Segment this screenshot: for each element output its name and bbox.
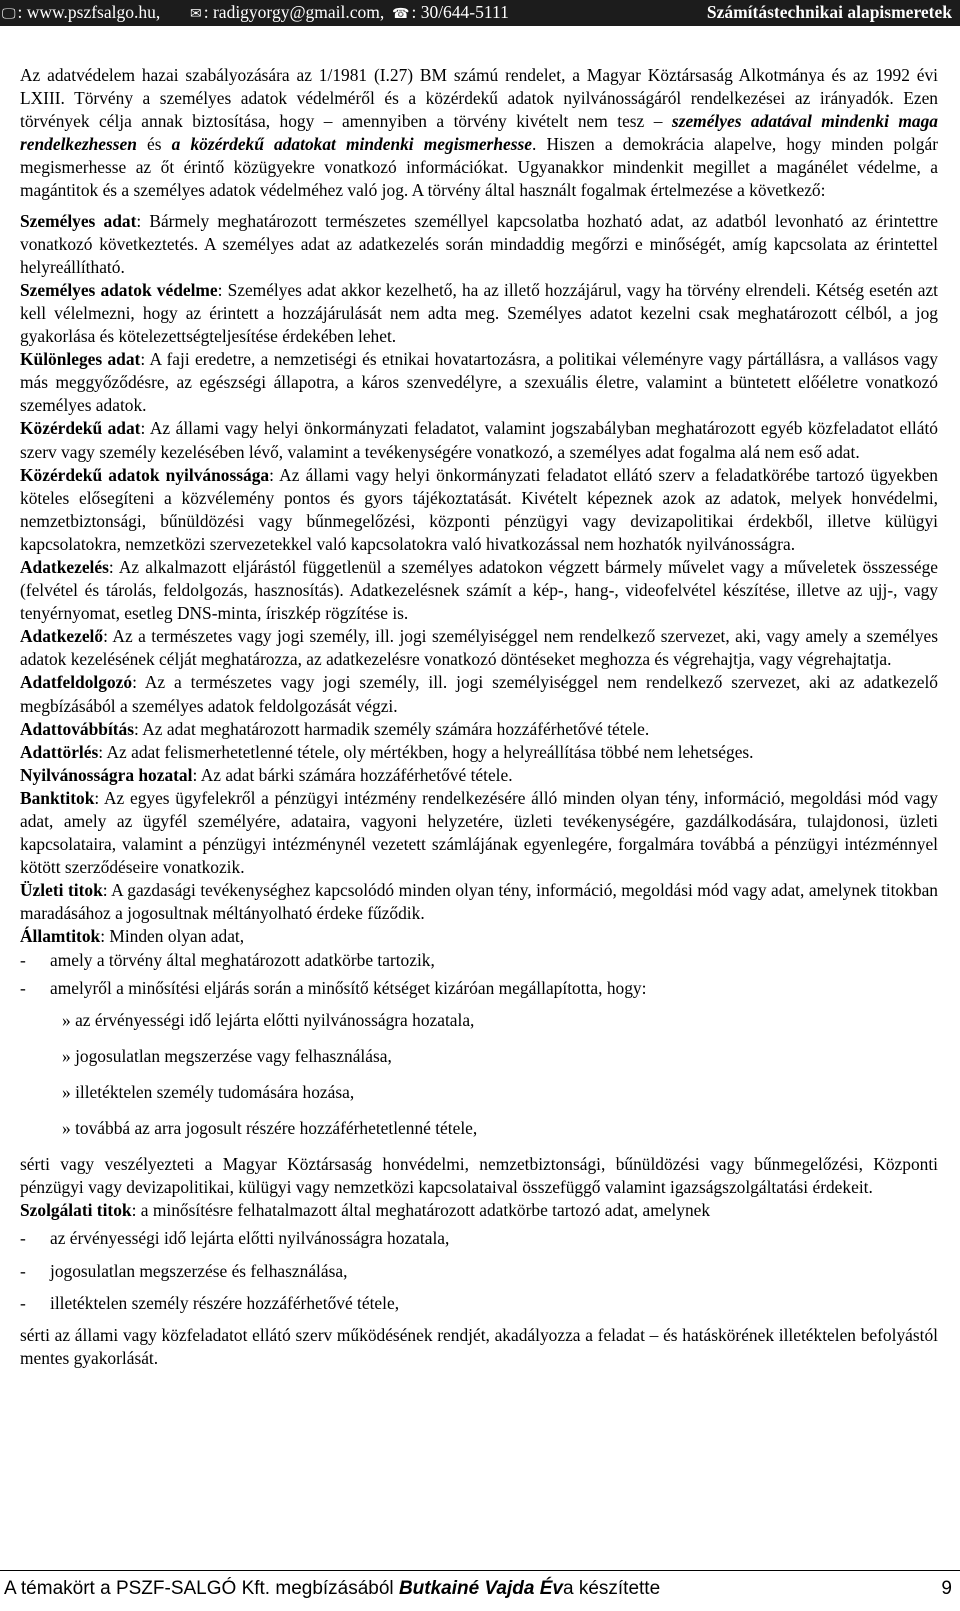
footer-rule	[0, 1570, 960, 1571]
definition-szolgalati-titok	[20, 1199, 938, 1222]
list-item-text: illetéktelen személy részére hozzáférhetővé tétele,	[50, 1292, 400, 1313]
web-label: : www.pszfsalgo.hu,	[17, 2, 161, 22]
dash-mark: -	[20, 1260, 26, 1281]
definition-text: : Személyes adat akkor kezelhető, ha az illető hozzájárul, vagy ha törvény elrendeli. Kétség esetén azt kell vélelmezni, hogy az érintett a hozzájárulását nem adta meg. Személyes adatot kezelni csak meghatározott célból, a jog gyakorlása és kötelezettségteljesítése érdekében lehet.	[20, 279, 938, 347]
sub-list-item	[20, 1009, 938, 1032]
definition-text: : A faji eredetre, a nemzetiségi és etnikai hovatartozásra, a politikai véleményre vagy pártállásra, a vallásos vagy más meggyőződésre, az egészségi állapotra, a káros szenvedélyre, a szexuális életre, valamint a büntetett előéletre vonatkozó személyes adatok.	[20, 349, 938, 416]
mail-icon: ✉	[190, 6, 202, 22]
definition-term: Személyes adat	[20, 210, 137, 231]
phone-icon: ☎	[392, 6, 410, 22]
state-secret-closing: sérti vagy veszélyezteti a Magyar Köztársaság honvédelmi, nemzetbiztonsági, bűnüldözési vagy bűnmegelőzési, Központi pénzügyi vagy devizapolitikai, külügyi vagy nemzetközi kapcsolataival összefüggő valamint igazságszolgáltatási érdekeit.	[20, 1154, 938, 1198]
definition-text: : Az adat felismerhetetlenné tétele, oly mértékben, hogy a helyreállítása többé nem lehetséges.	[98, 741, 754, 762]
definition-text: : Az állami vagy helyi önkormányzati feladatot ellátó szerv a feladatkörébe tartozó ügyekben köteles elősegíteni a közvélemény pontos és gyors tájékoztatását. Kivételt képeznek azok az adatok, melyek honvédelmi, nemzetbiztonsági, bűnüldözési vagy bűnmegelőzési, központi pénzügyi vagy devizapolitikai érdekből, illetve külügyi kapcsolatokra, nemzetközi szervezetekkel való kapcsolatokra való hivatkozással nem hozhatók nyilvánosságra.	[20, 464, 938, 554]
definition-item	[20, 279, 938, 348]
definition-term: Adattörlés	[20, 741, 99, 762]
definition-term: Adattovábbítás	[20, 718, 135, 739]
dash-mark: -	[20, 1228, 26, 1249]
sub-list-item-text: továbbá az arra jogosult részére hozzáférhetetlenné tétele,	[75, 1118, 478, 1139]
definition-item	[20, 671, 938, 717]
intro-emphasis-2: a közérdekű adatokat mindenki megismerhesse	[171, 134, 532, 155]
intro-paragraph	[20, 64, 938, 203]
intro-emphasis-1: személyes adatával mindenki maga rendelkezhessen	[20, 111, 938, 155]
sub-list-item-text: az érvényességi idő lejárta előtti nyilvánosságra hozatala,	[75, 1009, 475, 1030]
intro-text-3: . Hiszen a demokrácia alapelve, hogy minden polgár megismerhesse az őt érintő közügyekre vonatkozó információkat. Ugyanakkor mindenkit megillet a magánélet védelme, a magántitok és a személyes adatok védelméhez való jog. A törvény által használt fogalmak értelmezése a következő:	[20, 134, 938, 201]
definition-text: : Az adat bárki számára hozzáférhetővé tétele.	[192, 764, 513, 785]
definition-term: Adatkezelő	[20, 626, 104, 647]
definition-term: Üzleti titok	[20, 880, 103, 901]
definition-item	[20, 764, 938, 787]
definition-text: : a minősítésre felhatalmazott által meghatározott adatkörbe tartozó adat, amelynek	[131, 1200, 711, 1221]
list-item-text: amely a törvény által meghatározott adatkörbe tartozik,	[50, 949, 435, 970]
definition-term: Banktitok	[20, 787, 95, 808]
sub-list	[20, 1009, 938, 1140]
definition-term: Adatkezelés	[20, 556, 109, 577]
list-item	[20, 977, 938, 1000]
definition-term: Adatfeldolgozó	[20, 672, 133, 693]
document-body	[20, 64, 938, 1370]
sub-list-item	[20, 1045, 938, 1068]
service-secret-closing: sérti az állami vagy közfeladatot ellátó szerv működésének rendjét, akadályozza a feladat – és hatáskörének illetéktelen befolyástól mentes gyakorlását.	[20, 1324, 938, 1368]
definition-item	[20, 718, 938, 741]
definition-item	[20, 556, 938, 625]
definition-text: : Az egyes ügyfelekről a pénzügyi intézmény rendelkezésére álló minden olyan tény, információ, megoldási mód vagy adat, amely az ügyfél személyére, adataira, vagyoni helyzetére, üzleti tevékenységére, gazdálkodására, tulajdonosi, üzleti kapcsolataira, valamint a pénzügyi intézménynél vezetett számlájának egyenlegére, forgalmára továbbá a pénzügyi intézménnyel kötött szerződéseire vonatkozik.	[20, 787, 938, 878]
definition-text: : A gazdasági tevékenységhez kapcsolódó minden olyan tény, információ, megoldási mód vagy adat, amelynek titokban maradásához a jogosultnak méltányolható érdeke fűződik.	[20, 880, 938, 924]
list-item	[20, 949, 938, 972]
definition-item	[20, 348, 938, 417]
sub-list-item	[20, 1117, 938, 1140]
document-title: Számítástechnikai alapismeretek	[706, 2, 952, 22]
definition-term: Szolgálati titok	[20, 1200, 132, 1221]
bullet-mark: »	[62, 1081, 71, 1102]
phone-link[interactable]	[392, 0, 509, 26]
page-number: 9	[941, 1578, 952, 1599]
list-item	[20, 1260, 938, 1283]
web-link[interactable]	[2, 0, 160, 26]
definition-text: : Az a természetes vagy jogi személy, ill. jogi személyiséggel nem rendelkező szervezet, aki az adatkezelő megbízásából a személyes adatok feldolgozását végzi.	[20, 672, 938, 716]
definition-allamtitok	[20, 925, 938, 948]
footer-credit-end: a készítette	[562, 1578, 661, 1599]
definition-text: : Az adat meghatározott harmadik személy számára hozzáférhetővé tétele.	[134, 718, 650, 739]
page-footer	[4, 1577, 952, 1601]
definition-item	[20, 417, 938, 463]
list-item-text: jogosulatlan megszerzése és felhasználása,	[50, 1260, 348, 1281]
definition-text: : Minden olyan adat,	[100, 926, 245, 947]
definition-item	[20, 741, 938, 764]
definition-item	[20, 879, 938, 925]
service-secret-list	[20, 1227, 938, 1314]
mail-label: : radigyorgy@gmail.com,	[203, 2, 385, 22]
bullet-mark: »	[62, 1009, 71, 1030]
definition-item	[20, 210, 938, 279]
definition-item	[20, 787, 938, 879]
bullet-mark: »	[62, 1045, 71, 1066]
list-item	[20, 1227, 938, 1250]
definition-item	[20, 464, 938, 556]
definition-term: Közérdekű adat	[20, 418, 141, 439]
sub-list-item-text: jogosulatlan megszerzése vagy felhasználása,	[75, 1045, 392, 1066]
phone-label: : 30/644-5111	[411, 2, 509, 22]
list-item-text: az érvényességi idő lejárta előtti nyilvánosságra hozatala,	[50, 1228, 450, 1249]
intro-text: Az adatvédelem hazai szabályozására az 1/1981 (I.27) BM számú rendelet, a Magyar Köztársaság Alkotmánya és az 1992 évi LXIII. Törvény a személyes adatok védelméről és a közérdekű adatok nyilvánosságáról rendelkezései az irányadók. Ezen törvények célja annak biztosítása, hogy – amennyiben a törvény kivételt nem tesz –	[20, 65, 938, 132]
definition-text: : Az alkalmazott eljárástól függetlenül a személyes adatokon végzett bármely művelet vagy a műveletek összessége (felvétel és tárolás, feldolgozás, hasznosítás). Adatkezelésnek számít a kép-, hang-, videofelvétel készítése, illetve az ujj-, vagy tenyérnyomat, esetleg DNS-minta, íriszkép rögzítése is.	[20, 556, 938, 624]
dash-mark: -	[20, 949, 26, 970]
list-item-text: amelyről a minősítési eljárás során a minősítő kétséget kizáróan megállapította, hogy:	[50, 977, 647, 998]
definition-term: Közérdekű adatok nyilvánossága	[20, 464, 270, 485]
definition-term: Államtitok	[20, 926, 101, 947]
page-header	[0, 0, 960, 26]
definition-text: : Az a természetes vagy jogi személy, ill. jogi személyiséggel nem rendelkező szervezet, aki, vagy amely a személyes adatok kezelésének célját meghatározza, az adatkezelésre vonatkozó döntéseket meghozza és végrehajtja, vagy végrehajtatja.	[20, 626, 938, 670]
list-item	[20, 1292, 938, 1315]
sub-list-item	[20, 1081, 938, 1104]
definition-term: Nyilvánosságra hozatal	[20, 764, 193, 785]
definition-text: : Bármely meghatározott természetes személlyel kapcsolatba hozható adat, az adatból levonható az érintettre vonatkozó következtetés. A személyes adat az adatkezelés során mindaddig megőrzi e minőségét, amíg kapcsolata az érintettel helyreállítható.	[20, 210, 938, 277]
dash-mark: -	[20, 1292, 26, 1313]
mail-link[interactable]	[190, 0, 384, 26]
dash-mark: -	[20, 977, 26, 998]
bullet-mark: »	[62, 1118, 71, 1139]
definition-text: : Az állami vagy helyi önkormányzati feladatot, valamint jogszabályban meghatározott egyéb közfeladatot ellátó szerv vagy személy kezelésében lévő, valamint a tevékenységére vonatkozó, a személyes adat fogalma alá nem eső adat.	[20, 418, 938, 462]
monitor-icon: 🖵	[2, 6, 16, 22]
footer-author: Butkainé Vajda Év	[398, 1578, 563, 1599]
definition-item	[20, 625, 938, 671]
definition-list	[20, 210, 938, 926]
sub-list-item-text: illetéktelen személy tudomására hozása,	[75, 1081, 355, 1102]
intro-text-2: és	[136, 134, 172, 155]
definition-term: Személyes adatok védelme	[20, 279, 218, 300]
footer-credit: A témakört a PSZF-SALGÓ Kft. megbízásából	[4, 1578, 399, 1599]
definition-term: Különleges adat	[20, 349, 141, 370]
